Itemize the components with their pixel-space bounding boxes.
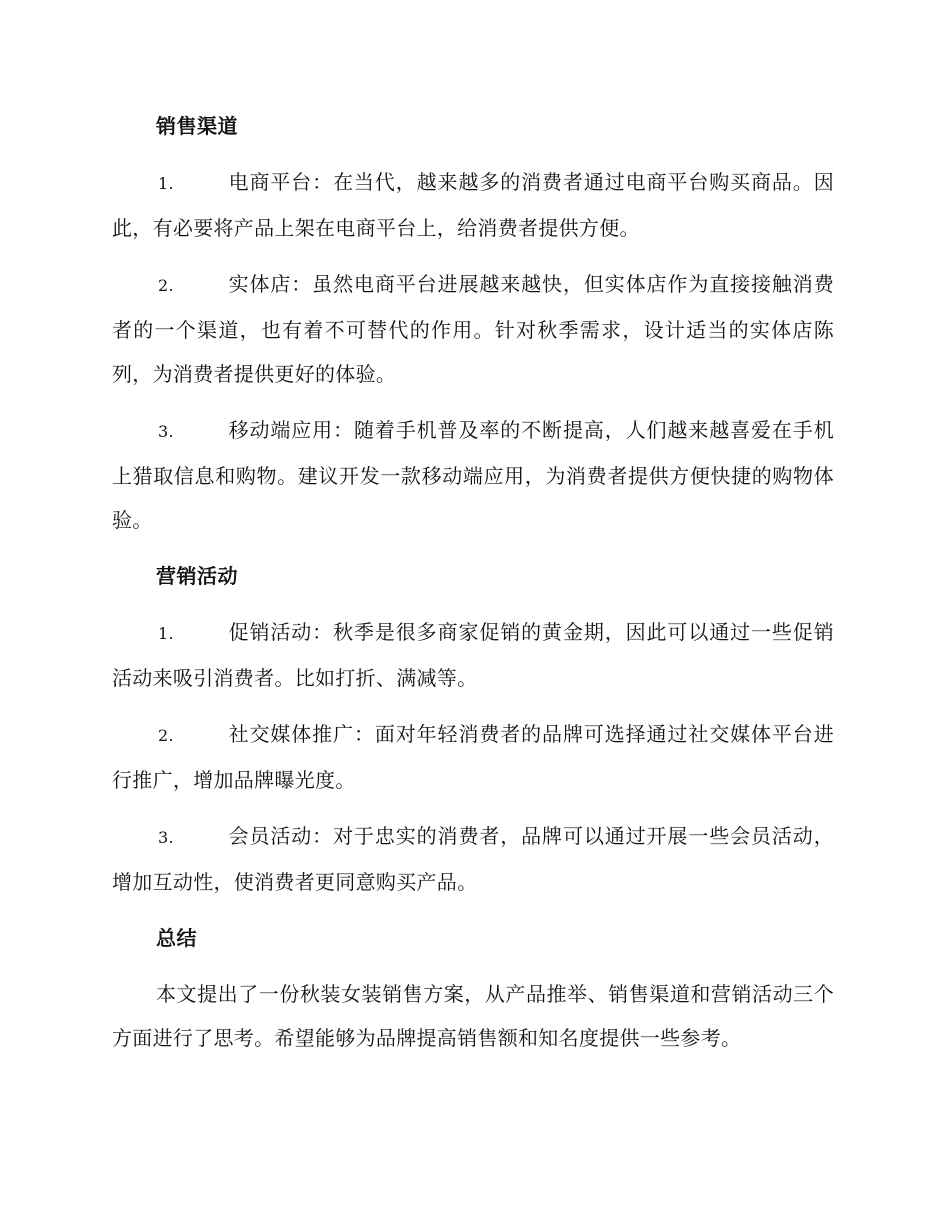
summary-paragraph: 本文提出了一份秋装女装销售方案，从产品推举、销售渠道和营销活动三个方面进行了思考。希望能够为品牌提高销售额和知名度提供一些参考。 (112, 982, 834, 1050)
list-number: 1. (158, 624, 174, 643)
list-number: 1. (158, 174, 174, 193)
list-item-text: 社交媒体推广：面对年轻消费者的品牌可选择通过社交媒体平台进行推广，增加品牌曝光度。 (112, 722, 834, 792)
list-item (112, 160, 834, 250)
list-item-text: 移动端应用：随着手机普及率的不断提高，人们越来越喜爱在手机上猎取信息和购物。建议开发一款移动端应用，为消费者提供方便快捷的购物体验。 (112, 418, 834, 532)
list-item (112, 610, 834, 700)
section-heading-summary: 总结 (156, 926, 197, 950)
list-number: 2. (158, 276, 174, 295)
list-item (112, 262, 834, 396)
list-number: 2. (158, 726, 174, 745)
list-item (112, 712, 834, 802)
section-heading-marketing: 营销活动 (156, 564, 238, 588)
list-number: 3. (158, 422, 174, 441)
list-item-text: 实体店：虽然电商平台进展越来越快，但实体店作为直接接触消费者的一个渠道，也有着不可替代的作用。针对秋季需求，设计适当的实体店陈列，为消费者提供更好的体验。 (112, 272, 834, 386)
list-item-text: 促销活动：秋季是很多商家促销的黄金期，因此可以通过一些促销活动来吸引消费者。比如打折、满减等。 (112, 620, 834, 690)
list-item (112, 814, 834, 904)
document-page (112, 104, 834, 1072)
list-item-text: 电商平台：在当代，越来越多的消费者通过电商平台购买商品。因此，有必要将产品上架在电商平台上，给消费者提供方便。 (112, 170, 834, 240)
list-number: 3. (158, 828, 174, 847)
list-item (112, 408, 834, 542)
list-item-text: 会员活动：对于忠实的消费者，品牌可以通过开展一些会员活动，增加互动性，使消费者更同意购买产品。 (112, 824, 834, 894)
section-heading-sales-channels: 销售渠道 (156, 114, 238, 138)
